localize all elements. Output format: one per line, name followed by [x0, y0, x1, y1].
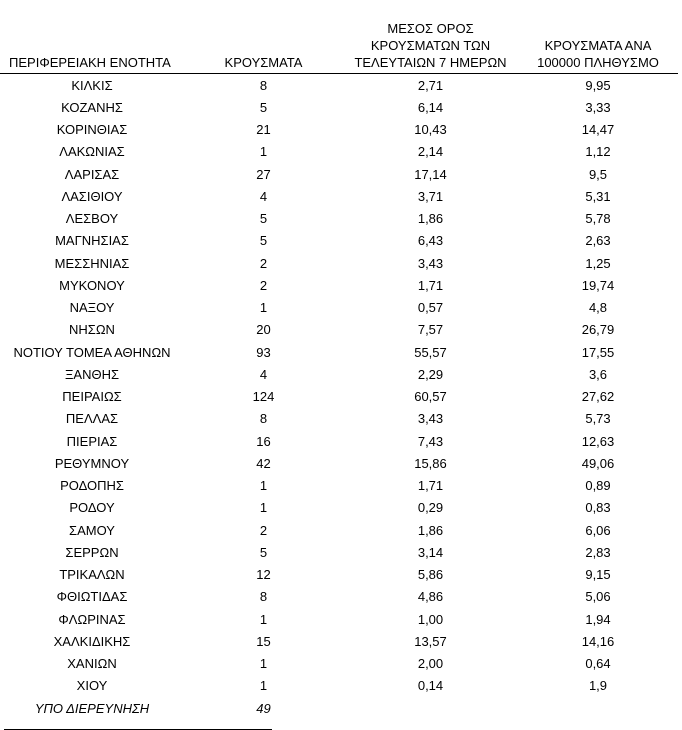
cases-cell: 2	[259, 277, 268, 293]
cases-cell: 93	[256, 344, 271, 360]
per-100k-cell: 2,63	[585, 233, 611, 249]
region-cell: ΛΑΡΙΣΑΣ	[64, 166, 120, 182]
per-100k-cell: 9,95	[585, 77, 611, 93]
region-cell: ΚΙΛΚΙΣ	[71, 77, 113, 93]
header-avg-line-1: ΜΕΣΟΣ ΟΡΟΣ	[387, 21, 474, 36]
avg-7-days-cell: 1,86	[417, 522, 444, 538]
footer-cases: 49	[256, 700, 271, 716]
avg-7-days-cell: 1,86	[417, 211, 444, 227]
avg-7-days-cell: 7,57	[417, 322, 444, 338]
table-row	[0, 564, 678, 586]
avg-7-days-cell: 13,57	[414, 633, 447, 649]
per-100k-cell: 26,79	[581, 322, 615, 338]
per-100k-cell: 17,55	[581, 344, 615, 360]
avg-7-days-cell: 2,29	[417, 366, 444, 382]
table-row	[0, 586, 678, 608]
region-cell: ΝΑΞΟΥ	[69, 300, 115, 316]
per-100k-cell: 3,33	[585, 99, 611, 115]
table-row	[0, 519, 678, 541]
per-100k-cell: 12,63	[581, 433, 615, 449]
table-row	[0, 541, 678, 563]
avg-7-days-cell: 0,57	[417, 300, 444, 316]
per-100k-cell: 14,16	[581, 633, 615, 649]
cases-cell: 42	[256, 455, 271, 471]
table-row	[0, 430, 678, 452]
region-cell: ΠΙΕΡΙΑΣ	[66, 433, 118, 449]
table-row	[0, 630, 678, 652]
region-cell: ΛΑΚΩΝΙΑΣ	[59, 144, 125, 160]
region-cell: ΛΕΣΒΟΥ	[65, 211, 119, 227]
region-cell: ΡΟΔΟΠΗΣ	[60, 478, 124, 494]
region-cell: ΝΗΣΩΝ	[69, 322, 115, 338]
table-row	[0, 230, 678, 252]
avg-7-days-cell: 3,43	[417, 255, 444, 271]
region-cell: ΝΟΤΙΟΥ ΤΟΜΕΑ ΑΘΗΝΩΝ	[13, 344, 171, 360]
region-cell: ΦΛΩΡΙΝΑΣ	[58, 611, 126, 627]
footer-empty-cell	[518, 697, 678, 719]
cases-cell: 1	[259, 478, 268, 494]
header-region: ΠΕΡΙΦΕΡΕΙΑΚΗ ΕΝΟΤΗΤΑ	[0, 14, 184, 74]
avg-7-days-cell: 1,71	[417, 277, 444, 293]
cases-cell: 16	[256, 433, 271, 449]
table-row	[0, 96, 678, 118]
table-row	[0, 297, 678, 319]
cases-cell: 8	[259, 77, 268, 93]
cases-cell: 1	[259, 300, 268, 316]
table-row	[0, 452, 678, 474]
region-cell: ΣΕΡΡΩΝ	[65, 544, 119, 560]
footer-row-under-investigation	[0, 697, 678, 719]
avg-7-days-cell: 2,00	[417, 656, 444, 672]
region-cell: ΧΑΛΚΙΔΙΚΗΣ	[53, 633, 131, 649]
avg-7-days-cell: 15,86	[414, 455, 447, 471]
table-row	[0, 608, 678, 630]
avg-7-days-cell: 10,43	[414, 122, 447, 138]
avg-7-days-cell: 3,43	[417, 411, 444, 427]
per-100k-cell: 27,62	[581, 389, 615, 405]
header-avg-7-days	[343, 14, 518, 74]
per-100k-cell: 5,31	[585, 188, 611, 204]
table-row	[0, 74, 678, 97]
per-100k-cell: 1,9	[588, 678, 608, 694]
header-row	[0, 14, 678, 74]
table-row	[0, 274, 678, 296]
per-100k-cell: 6,06	[585, 522, 611, 538]
cases-cell: 124	[252, 389, 275, 405]
per-100k-cell: 2,83	[585, 544, 611, 560]
cases-cell: 1	[259, 611, 268, 627]
cases-cell: 15	[256, 633, 271, 649]
per-100k-cell: 19,74	[581, 277, 615, 293]
table-row	[0, 208, 678, 230]
table-row	[0, 252, 678, 274]
avg-7-days-cell: 5,86	[417, 567, 444, 583]
region-cell: ΜΑΓΝΗΣΙΑΣ	[55, 233, 129, 249]
cases-cell: 1	[259, 678, 268, 694]
cases-cell: 1	[259, 144, 268, 160]
table-body	[0, 74, 678, 720]
avg-7-days-cell: 1,71	[417, 478, 444, 494]
region-cell: ΜΕΣΣΗΝΙΑΣ	[54, 255, 130, 271]
avg-7-days-cell: 3,71	[417, 188, 444, 204]
region-cell: ΣΑΜΟΥ	[69, 522, 115, 538]
table-row	[0, 163, 678, 185]
table-row	[0, 475, 678, 497]
cases-cell: 12	[256, 567, 271, 583]
cases-cell: 5	[259, 544, 268, 560]
per-100k-cell: 1,94	[585, 611, 611, 627]
cases-cell: 2	[259, 522, 268, 538]
cases-cell: 5	[259, 233, 268, 249]
cases-cell: 1	[259, 500, 268, 516]
per-100k-cell: 1,25	[585, 255, 611, 271]
cases-cell: 20	[256, 322, 271, 338]
region-cell: ΞΑΝΘΗΣ	[64, 366, 120, 382]
avg-7-days-cell: 3,14	[417, 544, 444, 560]
table-row	[0, 653, 678, 675]
cases-cell: 1	[259, 656, 268, 672]
region-cell: ΚΟΖΑΝΗΣ	[61, 99, 123, 115]
cases-cell: 8	[259, 411, 268, 427]
header-per100k-line-2: 100000 ΠΛΗΘΥΣΜΟ	[537, 55, 659, 70]
per-100k-cell: 9,5	[588, 166, 608, 182]
avg-7-days-cell: 17,14	[414, 166, 447, 182]
region-cell: ΡΕΘΥΜΝΟΥ	[54, 455, 130, 471]
per-100k-cell: 9,15	[585, 567, 611, 583]
region-cell: ΛΑΣΙΘΙΟΥ	[61, 188, 123, 204]
footer-empty-cell	[343, 697, 518, 719]
avg-7-days-cell: 60,57	[414, 389, 447, 405]
header-avg-line-3: ΤΕΛΕΥΤΑΙΩΝ 7 ΗΜΕΡΩΝ	[354, 55, 507, 70]
table-row	[0, 386, 678, 408]
avg-7-days-cell: 7,43	[417, 433, 444, 449]
region-cell: ΚΟΡΙΝΘΙΑΣ	[56, 122, 128, 138]
per-100k-cell: 0,83	[585, 500, 611, 516]
per-100k-cell: 1,12	[585, 144, 611, 160]
region-cell: ΜΥΚΟΝΟΥ	[59, 277, 125, 293]
region-cell: ΡΟΔΟΥ	[69, 500, 115, 516]
region-cell: ΤΡΙΚΑΛΩΝ	[59, 567, 125, 583]
table-row	[0, 408, 678, 430]
avg-7-days-cell: 6,43	[417, 233, 444, 249]
cases-cell: 21	[256, 122, 271, 138]
avg-7-days-cell: 2,14	[417, 144, 444, 160]
per-100k-cell: 14,47	[581, 122, 615, 138]
avg-7-days-cell: 2,71	[417, 77, 444, 93]
per-100k-cell: 5,73	[585, 411, 611, 427]
table-row	[0, 675, 678, 697]
cases-cell: 4	[259, 366, 268, 382]
table-row	[0, 185, 678, 207]
per-100k-cell: 49,06	[581, 455, 615, 471]
avg-7-days-cell: 6,14	[417, 99, 444, 115]
table-row	[0, 341, 678, 363]
header-avg-line-2: ΚΡΟΥΣΜΑΤΩΝ ΤΩΝ	[370, 38, 491, 53]
footer-label: ΥΠΟ ΔΙΕΡΕΥΝΗΣΗ	[34, 700, 150, 716]
avg-7-days-cell: 4,86	[417, 589, 444, 605]
region-cell: ΠΕΛΛΑΣ	[65, 411, 119, 427]
header-per100k-line-1: ΚΡΟΥΣΜΑΤΑ ΑΝΑ	[544, 38, 652, 53]
per-100k-cell: 3,6	[588, 366, 608, 382]
region-cell: ΦΘΙΩΤΙΔΑΣ	[56, 589, 128, 605]
header-cases: ΚΡΟΥΣΜΑΤΑ	[184, 14, 343, 74]
region-cell: ΠΕΙΡΑΙΩΣ	[62, 389, 122, 405]
per-100k-cell: 5,78	[585, 211, 611, 227]
per-100k-cell: 0,64	[585, 656, 611, 672]
table-row	[0, 363, 678, 385]
avg-7-days-cell: 0,29	[417, 500, 444, 516]
table-row	[0, 497, 678, 519]
cases-cell: 8	[259, 589, 268, 605]
per-100k-cell: 0,89	[585, 478, 611, 494]
per-100k-cell: 4,8	[588, 300, 608, 316]
region-cell: ΧΙΟΥ	[76, 678, 108, 694]
region-cell: ΧΑΝΙΩΝ	[67, 656, 117, 672]
table-row	[0, 141, 678, 163]
cases-cell: 5	[259, 99, 268, 115]
cases-cell: 5	[259, 211, 268, 227]
header-per-100k	[518, 14, 678, 74]
table-row	[0, 319, 678, 341]
avg-7-days-cell: 0,14	[417, 678, 444, 694]
regional-cases-table	[0, 14, 678, 719]
avg-7-days-cell: 1,00	[417, 611, 444, 627]
cases-cell: 2	[259, 255, 268, 271]
table-row	[0, 119, 678, 141]
cases-cell: 27	[256, 166, 271, 182]
per-100k-cell: 5,06	[585, 589, 611, 605]
avg-7-days-cell: 55,57	[414, 344, 447, 360]
cases-cell: 4	[259, 188, 268, 204]
